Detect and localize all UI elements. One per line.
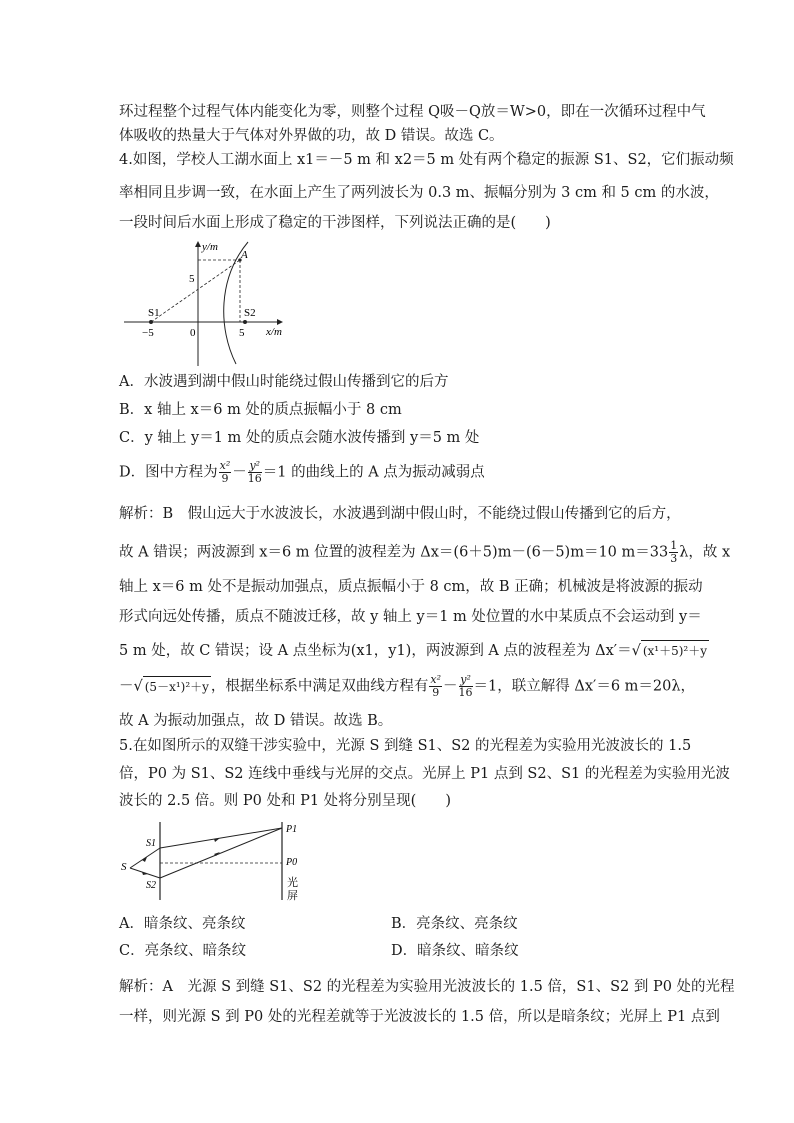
prev-solution-line-1: 环过程整个过程气体内能变化为零，则整个过程 Q吸－Q放＝W>0，即在一次循环过程中气 xyxy=(119,104,706,120)
slit-s1-label: S1 xyxy=(146,838,156,849)
q4-option-c[interactable]: C．y 轴上 y＝1 m 处的质点会随水波传播到 y＝5 m 处 xyxy=(119,430,480,446)
tick-y5: 5 xyxy=(189,273,195,285)
source-2-label: S2 xyxy=(244,307,256,319)
y-axis-label: y/m xyxy=(202,241,218,253)
q4-option-b[interactable]: B．x 轴上 x＝6 m 处的质点振幅小于 8 cm xyxy=(119,402,402,418)
q5-solution-line-2: 一样，则光源 S 到 P0 处的光程差就等于光波波长的 1.5 倍，所以是暗条纹；光屏上 P1 点到 xyxy=(119,1009,720,1025)
point-p1-label: P1 xyxy=(286,824,298,835)
slit-s2-label: S2 xyxy=(146,880,156,891)
q4-solution-line-6: －√ (5－x¹)²＋y ，根据坐标系中满足双曲线方程有 $\frac{\text{x²}}{9}$ － $\frac{\text{y²}}{16}$ ＝1，联立解得 Δx′＝6 m＝20λ， xyxy=(119,673,696,699)
q5-stem-line-3: 波长的 2.5 倍。则 P0 处和 P1 处将分别呈现( ) xyxy=(119,793,451,809)
q4-solution-line-2: 故 A 错误；两波源到 x＝6 m 位置的波程差为 Δx＝(6＋5)m－(6－5)m＝10 m＝33 $\frac{1}{3}$ λ，故 x xyxy=(119,539,731,565)
q4-option-a[interactable]: A．水波遇到湖中假山时能绕过假山传播到它的后方 xyxy=(119,374,449,390)
q4-stem-line-2: 率相同且步调一致，在水面上产生了两列波长为 0.3 m、振幅分别为 3 cm 和 5 cm 的水波， xyxy=(119,185,719,201)
q5-option-b[interactable]: B．亮条纹、亮条纹 xyxy=(391,916,518,932)
tick-0: 0 xyxy=(190,327,196,339)
q4-solution-line-4: 形式向远处传播，质点不随波迁移，故 y 轴上 y＝1 m 处位置的水中某质点不会运动到 y＝ xyxy=(119,609,702,625)
point-a-label: A xyxy=(241,249,248,261)
source-s-label: S xyxy=(121,861,127,873)
q4-option-d[interactable]: D．图中方程为 $\frac{\text{x²}}{9}$ － $\frac{\text{y²}}{16}$ ＝1 的曲线上的 A 点为振动减弱点 xyxy=(119,459,485,485)
q4-interference-figure xyxy=(120,238,295,370)
screen-label-2: 屏 xyxy=(287,890,298,902)
q4-option-d-prefix: D．图中方程为 xyxy=(119,464,218,481)
q5-option-c[interactable]: C．亮条纹、暗条纹 xyxy=(119,943,247,959)
tick-5: 5 xyxy=(239,327,245,339)
q5-double-slit-figure xyxy=(118,818,308,902)
q5-stem-line-1: 5.在如图所示的双缝干涉实验中，光源 S 到缝 S1、S2 的光程差为实验用光波波长的 1.5 xyxy=(119,738,692,754)
screen-label-1: 光 xyxy=(287,877,298,889)
source-1-label: S1 xyxy=(148,307,160,319)
x-axis-label: x/m xyxy=(266,326,282,338)
q4-option-d-suffix: ＝1 的曲线上的 A 点为振动减弱点 xyxy=(262,464,485,481)
q5-stem-line-2: 倍，P0 为 S1、S2 连线中垂线与光屏的交点。光屏上 P1 点到 S2、S1 的光程差为实验用光波 xyxy=(119,766,730,782)
q5-option-d[interactable]: D．暗条纹、暗条纹 xyxy=(391,943,519,959)
source-2-dot xyxy=(243,320,247,324)
q4-stem-line-3: 一段时间后水面上形成了稳定的干涉图样，下列说法正确的是( ) xyxy=(119,215,551,231)
q4-solution-line-3: 轴上 x＝6 m 处不是振动加强点，质点振幅小于 8 cm，故 B 正确；机械波是将波源的振动 xyxy=(119,579,703,595)
tick-neg5: −5 xyxy=(142,327,154,339)
q5-solution-line-1: 解析：A 光源 S 到缝 S1、S2 的光程差为实验用光波波长的 1.5 倍，S1、S2 到 P0 处的光程 xyxy=(119,979,735,995)
q4-solution-line-1: 解析：B 假山远大于水波波长，水波遇到湖中假山时，不能绕过假山传播到它的后方， xyxy=(119,506,681,522)
q4-solution-line-5: 5 m 处，故 C 错误；设 A 点坐标为(x1，y1)，两波源到 A 点的波程差为 Δx′＝√ (x¹＋5)²＋y xyxy=(119,640,709,661)
q4-solution-line-7: 故 A 为振动加强点，故 D 错误。故选 B。 xyxy=(119,713,393,729)
prev-solution-line-2: 体吸收的热量大于气体对外界做的功，故 D 错误。故选 C。 xyxy=(119,128,504,144)
source-1-dot xyxy=(149,320,153,324)
q5-option-a[interactable]: A．暗条纹、亮条纹 xyxy=(119,916,246,932)
point-p0-label: P0 xyxy=(286,857,298,868)
q4-stem-line-1: 4.如图，学校人工湖水面上 x1＝－5 m 和 x2＝5 m 处有两个稳定的振源 S1、S2，它们振动频 xyxy=(119,152,734,168)
